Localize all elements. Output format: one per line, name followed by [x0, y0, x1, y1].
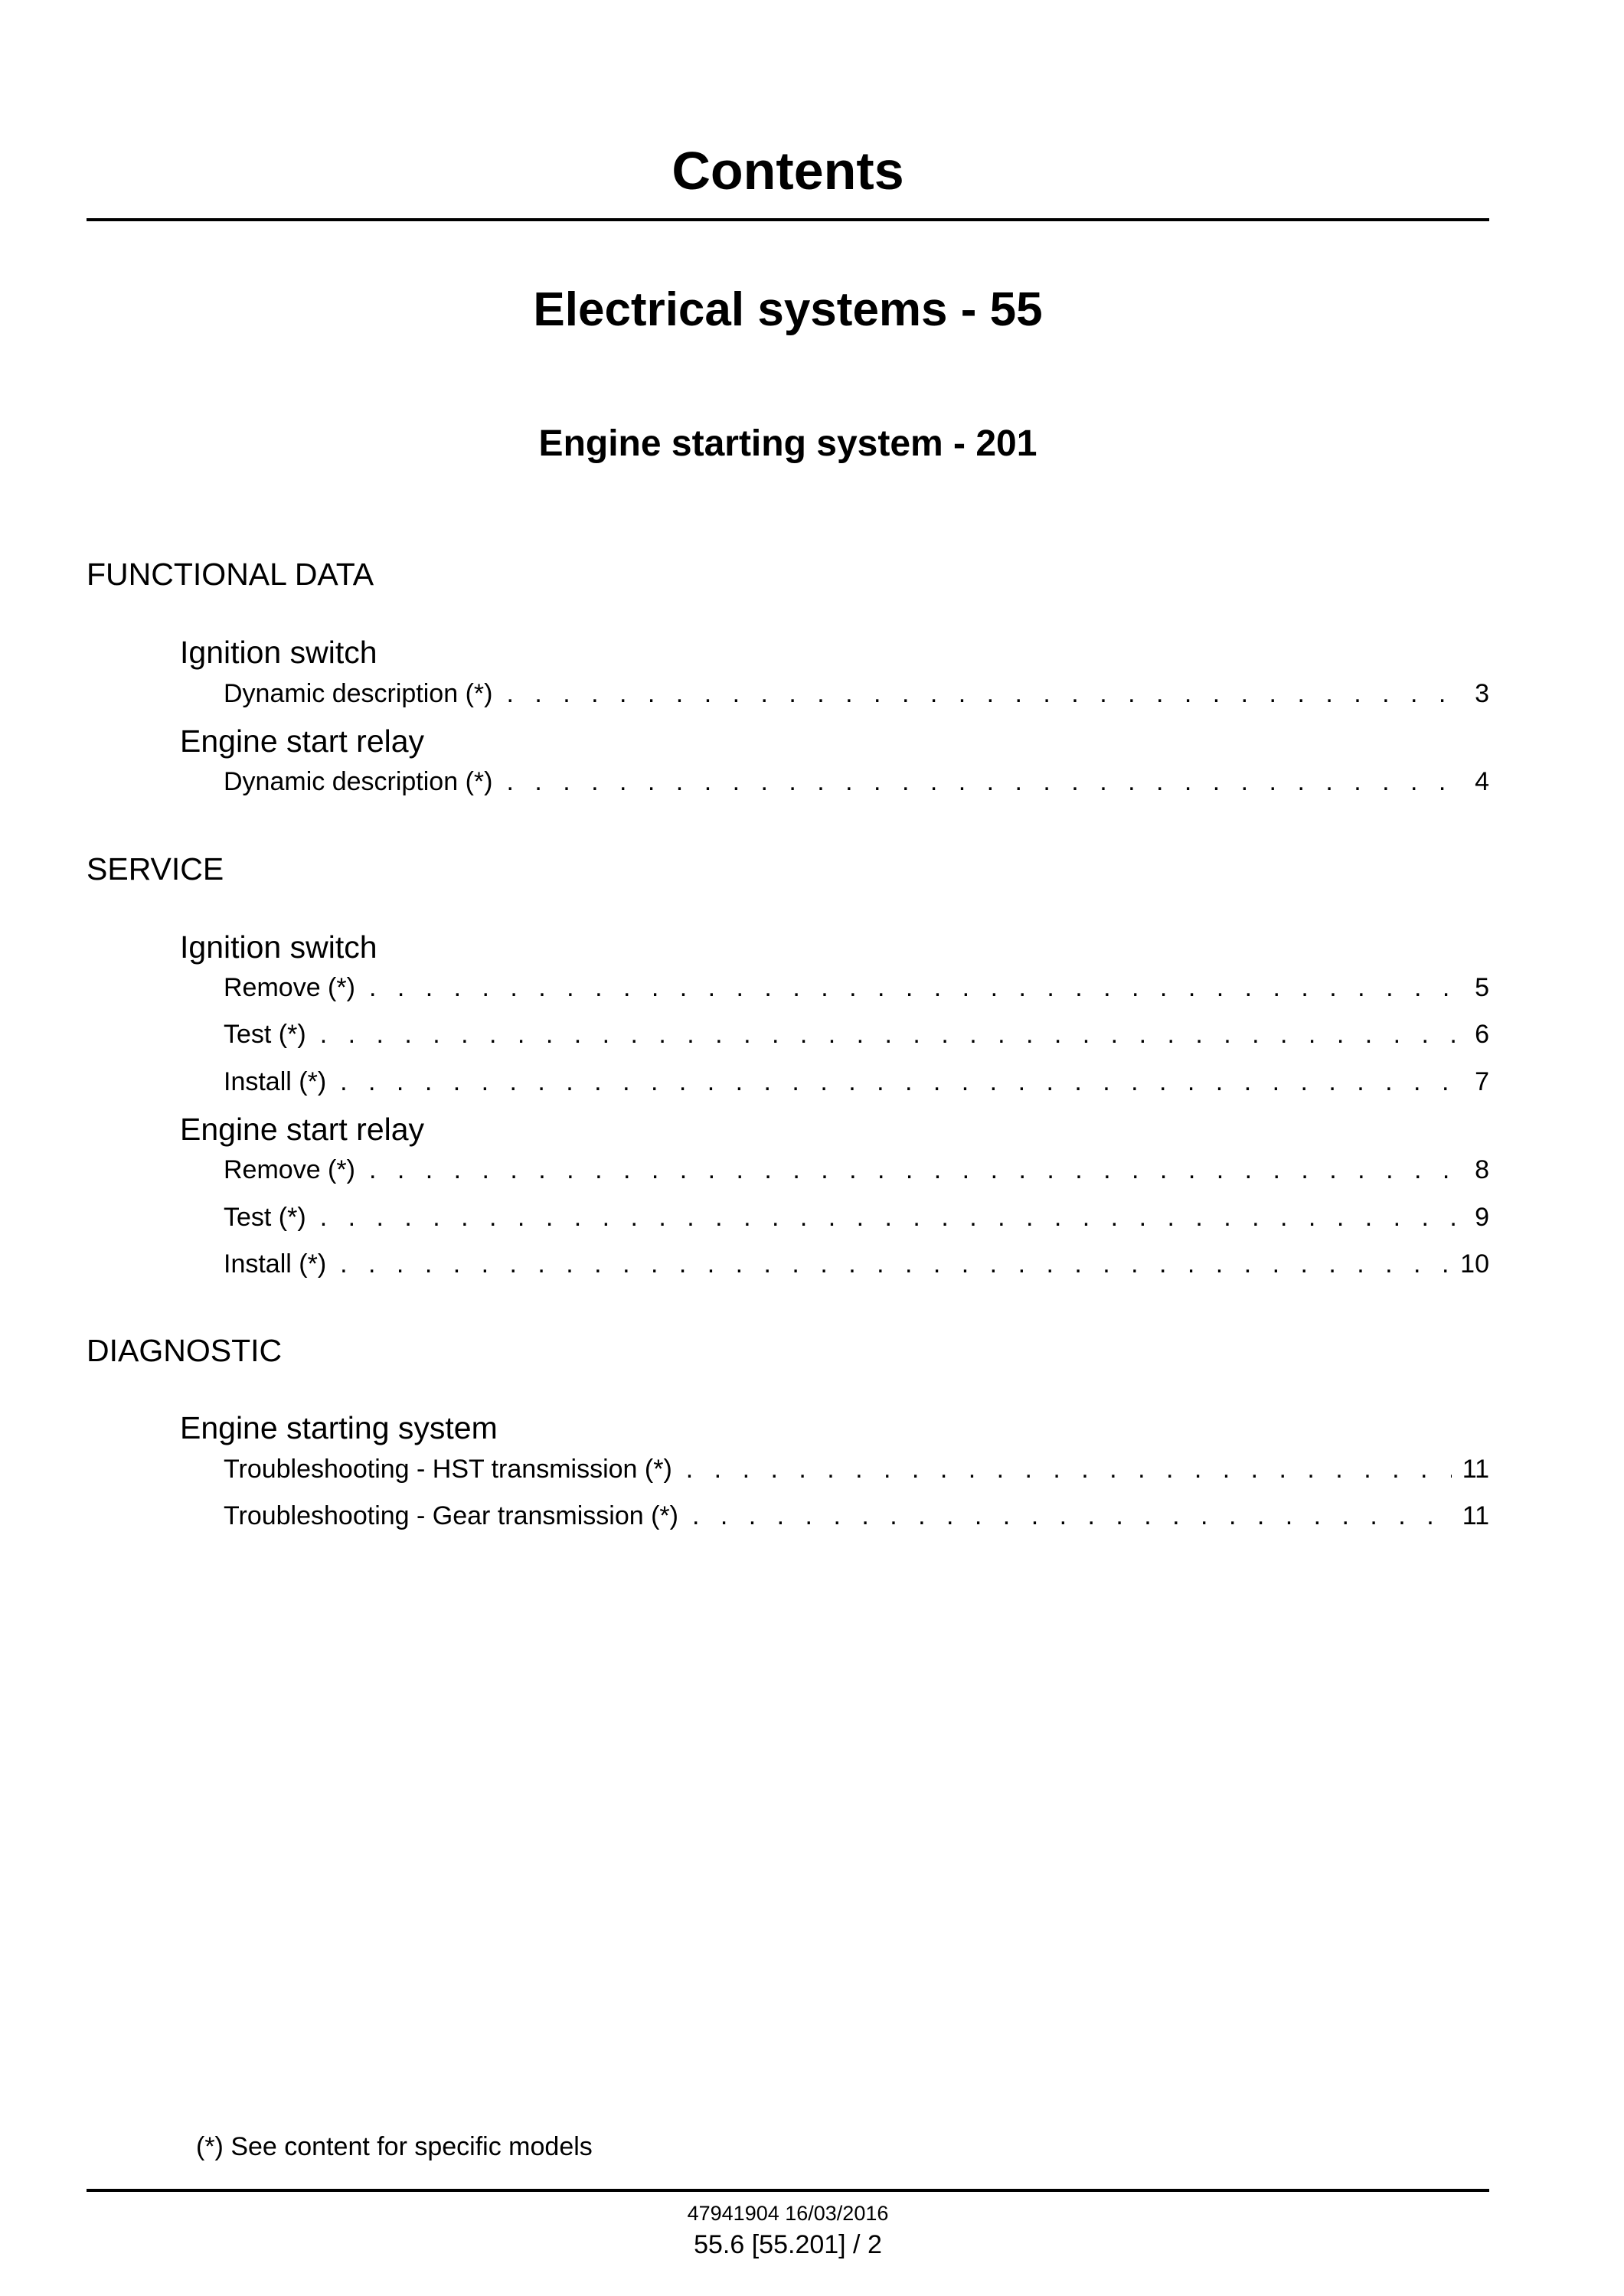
toc-entry[interactable] [224, 677, 1489, 710]
toc-entry-page: 3 [1475, 679, 1489, 708]
page-title: Contents [671, 141, 904, 201]
toc-entry[interactable] [224, 971, 1489, 1004]
dot-leader [340, 1065, 1464, 1099]
toc-entry[interactable] [224, 1017, 1489, 1051]
toc-entry[interactable] [224, 1247, 1489, 1281]
group-heading: Engine start relay [180, 723, 425, 759]
toc-entry-page: 10 [1460, 1249, 1489, 1279]
group-heading: Ignition switch [180, 635, 377, 670]
toc-entry[interactable] [224, 1499, 1489, 1533]
footer-rule [87, 2189, 1489, 2192]
toc-entry-page: 11 [1462, 1501, 1489, 1530]
toc-entry-page: 9 [1475, 1203, 1489, 1232]
document-id: 47941904 16/03/2016 [687, 2202, 889, 2225]
dot-leader [369, 1153, 1464, 1187]
category-service: SERVICE [87, 851, 224, 887]
dot-leader [320, 1017, 1464, 1051]
chapter-heading: Electrical systems - 55 [533, 283, 1043, 336]
toc-entry-page: 11 [1462, 1455, 1489, 1484]
toc-entry[interactable] [224, 1065, 1489, 1099]
toc-entry-label: Install (*) [224, 1249, 327, 1279]
header-rule [87, 218, 1489, 221]
toc-entry[interactable] [224, 1452, 1489, 1486]
group-heading: Ignition switch [180, 929, 377, 965]
footnote: (*) See content for specific models [196, 2132, 593, 2161]
toc-entry-label: Remove (*) [224, 973, 355, 1002]
toc-entry-label: Dynamic description (*) [224, 767, 493, 796]
toc-entry-label: Troubleshooting - HST transmission (*) [224, 1455, 672, 1484]
category-functional-data: FUNCTIONAL DATA [87, 557, 374, 592]
toc-entry-label: Troubleshooting - Gear transmission (*) [224, 1501, 678, 1530]
dot-leader [506, 677, 1464, 710]
dot-leader [340, 1247, 1449, 1281]
toc-entry-label: Test (*) [224, 1203, 306, 1232]
section-heading: Engine starting system - 201 [538, 423, 1037, 464]
toc-entry-page: 5 [1475, 973, 1489, 1002]
group-heading: Engine starting system [180, 1410, 498, 1445]
dot-leader [506, 765, 1464, 799]
toc-entry-page: 7 [1475, 1067, 1489, 1096]
page-number: 55.6 [55.201] / 2 [694, 2230, 882, 2259]
toc-entry[interactable] [224, 765, 1489, 799]
toc-entry-page: 8 [1475, 1155, 1489, 1184]
dot-leader [320, 1200, 1464, 1234]
toc-entry-label: Test (*) [224, 1020, 306, 1049]
toc-entry[interactable] [224, 1153, 1489, 1187]
toc-entry-label: Remove (*) [224, 1155, 355, 1184]
toc-entry-page: 4 [1475, 767, 1489, 796]
category-diagnostic: DIAGNOSTIC [87, 1333, 283, 1368]
dot-leader [686, 1452, 1452, 1486]
toc-entry-page: 6 [1475, 1020, 1489, 1049]
dot-leader [692, 1499, 1452, 1533]
dot-leader [369, 971, 1464, 1004]
toc-entry-label: Dynamic description (*) [224, 679, 493, 708]
toc-entry[interactable] [224, 1200, 1489, 1234]
group-heading: Engine start relay [180, 1112, 425, 1147]
toc-entry-label: Install (*) [224, 1067, 327, 1096]
